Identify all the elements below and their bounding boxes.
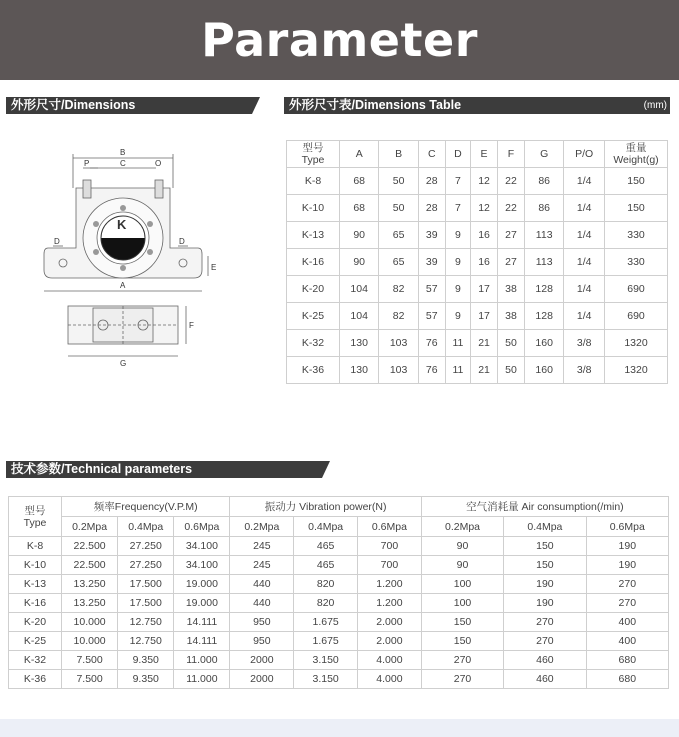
tech-cell: 1.675 — [294, 613, 358, 632]
tech-group-header: 空气消耗量 Air consumption(/min) — [421, 497, 668, 517]
dims-table-heading — [284, 97, 670, 114]
label-g: G — [120, 359, 127, 368]
tech-cell: 10.000 — [62, 613, 118, 632]
tech-cell: 12.750 — [118, 632, 174, 651]
tech-cell: K-10 — [9, 556, 62, 575]
tech-group-header: 振动力 Vibration power(N) — [230, 497, 421, 517]
dims-cell: 86 — [524, 168, 563, 195]
tech-cell: 19.000 — [174, 594, 230, 613]
tech-table-row — [9, 670, 669, 689]
dims-cell: 17 — [471, 276, 498, 303]
tech-cell: 2.000 — [358, 632, 422, 651]
dims-cell: K-8 — [287, 168, 340, 195]
tech-cell: 9.350 — [118, 670, 174, 689]
dims-cell: 7 — [445, 168, 470, 195]
tech-cell: 150 — [504, 537, 586, 556]
dims-cell: 690 — [605, 303, 668, 330]
dimensions-heading-text: 外形尺寸/Dimensions — [11, 98, 136, 112]
tech-cell: 950 — [230, 632, 294, 651]
tech-cell: 700 — [358, 537, 422, 556]
dims-cell: 76 — [418, 357, 445, 384]
tech-cell: 22.500 — [62, 537, 118, 556]
dims-cell: 90 — [340, 249, 379, 276]
tech-cell: 2000 — [230, 651, 294, 670]
dims-cell: 57 — [418, 303, 445, 330]
bottom-strip — [0, 719, 679, 737]
dims-table-row — [287, 249, 668, 276]
tech-cell: 400 — [586, 613, 668, 632]
tech-table-row — [9, 613, 669, 632]
dims-cell: 65 — [379, 249, 418, 276]
dims-cell: 21 — [471, 330, 498, 357]
dims-cell: 150 — [605, 195, 668, 222]
tech-cell: 245 — [230, 556, 294, 575]
tech-cell: 460 — [504, 670, 586, 689]
dims-cell: 113 — [524, 249, 563, 276]
unit-label: (mm) — [643, 100, 667, 111]
tech-subheader-cell: 0.4Mpa — [294, 517, 358, 537]
dims-cell: 7 — [445, 195, 470, 222]
dims-cell: 1/4 — [564, 276, 605, 303]
tech-cell: 440 — [230, 575, 294, 594]
dims-cell: 160 — [524, 330, 563, 357]
dims-cell: 690 — [605, 276, 668, 303]
tech-subheader-cell: 0.6Mpa — [586, 517, 668, 537]
dims-cell: 90 — [340, 222, 379, 249]
dims-cell: 330 — [605, 249, 668, 276]
dims-cell: 11 — [445, 330, 470, 357]
dims-cell: 50 — [498, 330, 525, 357]
tech-cell: 460 — [504, 651, 586, 670]
dims-cell: 86 — [524, 195, 563, 222]
tech-cell: 90 — [421, 537, 503, 556]
tech-table-row — [9, 575, 669, 594]
tech-cell: 22.500 — [62, 556, 118, 575]
tech-cell: 150 — [421, 632, 503, 651]
dims-cell: 22 — [498, 195, 525, 222]
tech-cell: 680 — [586, 670, 668, 689]
label-d-left: D — [54, 237, 60, 246]
dims-cell: 38 — [498, 303, 525, 330]
tech-group-row — [9, 497, 669, 517]
tech-cell: 150 — [504, 556, 586, 575]
dims-cell: 104 — [340, 276, 379, 303]
tech-cell: 465 — [294, 537, 358, 556]
tech-cell: 4.000 — [358, 651, 422, 670]
dimensions-heading — [6, 97, 252, 114]
tech-cell: 27.250 — [118, 537, 174, 556]
dims-cell: 9 — [445, 249, 470, 276]
dims-header-cell: P/O — [564, 141, 605, 168]
dims-cell: 16 — [471, 222, 498, 249]
dims-cell: 39 — [418, 222, 445, 249]
tech-cell: 3.150 — [294, 651, 358, 670]
tech-cell: 2.000 — [358, 613, 422, 632]
label-k: K — [117, 217, 127, 232]
tech-cell: 2000 — [230, 670, 294, 689]
dims-table-row — [287, 168, 668, 195]
technical-parameters-table — [8, 496, 669, 689]
label-c: C — [120, 159, 126, 168]
tech-cell: 1.675 — [294, 632, 358, 651]
tech-cell: 14.111 — [174, 632, 230, 651]
dims-cell: 113 — [524, 222, 563, 249]
dims-cell: 12 — [471, 168, 498, 195]
dims-table-row — [287, 222, 668, 249]
tech-cell: K-20 — [9, 613, 62, 632]
tech-cell: 270 — [586, 575, 668, 594]
dims-cell: 1/4 — [564, 222, 605, 249]
dims-header-cell: D — [445, 141, 470, 168]
dims-cell: 50 — [379, 195, 418, 222]
dims-cell: 57 — [418, 276, 445, 303]
dims-cell: 1/4 — [564, 249, 605, 276]
tech-subheader-cell: 0.2Mpa — [230, 517, 294, 537]
dims-cell: 27 — [498, 249, 525, 276]
tech-cell: K-25 — [9, 632, 62, 651]
tech-cell: 100 — [421, 575, 503, 594]
tech-cell: K-13 — [9, 575, 62, 594]
dims-cell: 150 — [605, 168, 668, 195]
dims-header-cell: 重量 Weight(g) — [605, 141, 668, 168]
tech-cell: 9.350 — [118, 651, 174, 670]
dims-header-row — [287, 141, 668, 168]
dims-cell: 68 — [340, 195, 379, 222]
label-p: P — [84, 159, 90, 168]
label-o: O — [155, 159, 162, 168]
dims-cell: 68 — [340, 168, 379, 195]
dims-cell: 1320 — [605, 357, 668, 384]
tech-cell: 11.000 — [174, 651, 230, 670]
dims-cell: 11 — [445, 357, 470, 384]
tech-cell: 4.000 — [358, 670, 422, 689]
dims-cell: K-10 — [287, 195, 340, 222]
dims-cell: 76 — [418, 330, 445, 357]
tech-cell: 13.250 — [62, 575, 118, 594]
dims-cell: 104 — [340, 303, 379, 330]
tech-cell: 11.000 — [174, 670, 230, 689]
tech-table-row — [9, 594, 669, 613]
tech-cell: 100 — [421, 594, 503, 613]
dims-cell: 128 — [524, 276, 563, 303]
dims-cell: 130 — [340, 357, 379, 384]
tech-cell: 680 — [586, 651, 668, 670]
label-d-right: D — [179, 237, 185, 246]
dims-table-row — [287, 330, 668, 357]
tech-cell: 90 — [421, 556, 503, 575]
tech-cell: 245 — [230, 537, 294, 556]
tech-cell: 14.111 — [174, 613, 230, 632]
dims-cell: 128 — [524, 303, 563, 330]
dims-table-row — [287, 303, 668, 330]
dims-header-cell: E — [471, 141, 498, 168]
dims-cell: 21 — [471, 357, 498, 384]
tech-cell: 440 — [230, 594, 294, 613]
tech-cell: 270 — [586, 594, 668, 613]
dims-cell: 1320 — [605, 330, 668, 357]
dims-cell: K-36 — [287, 357, 340, 384]
tech-cell: 190 — [504, 575, 586, 594]
dims-table-row — [287, 357, 668, 384]
tech-cell: 270 — [504, 632, 586, 651]
dims-cell: 160 — [524, 357, 563, 384]
page-title: Parameter — [201, 13, 478, 67]
dims-cell: 22 — [498, 168, 525, 195]
dims-cell: 16 — [471, 249, 498, 276]
tech-cell: 34.100 — [174, 537, 230, 556]
tech-cell: 820 — [294, 594, 358, 613]
tech-subheader-cell: 0.4Mpa — [504, 517, 586, 537]
tech-cell: K-36 — [9, 670, 62, 689]
tech-cell: K-8 — [9, 537, 62, 556]
dims-cell: 28 — [418, 168, 445, 195]
dims-cell: 17 — [471, 303, 498, 330]
tech-heading-text: 技术参数/Technical parameters — [11, 462, 193, 476]
dims-cell: 38 — [498, 276, 525, 303]
tech-cell: 270 — [504, 613, 586, 632]
dims-cell: K-13 — [287, 222, 340, 249]
dims-cell: K-16 — [287, 249, 340, 276]
tech-cell: 34.100 — [174, 556, 230, 575]
dims-cell: K-20 — [287, 276, 340, 303]
tech-cell: 270 — [421, 651, 503, 670]
tech-subheader-row — [9, 517, 669, 537]
label-e: E — [211, 263, 217, 272]
dims-cell: 27 — [498, 222, 525, 249]
tech-cell: 465 — [294, 556, 358, 575]
tech-group-header: 频率Frequency(V.P.M) — [62, 497, 230, 517]
tech-cell: 1.200 — [358, 575, 422, 594]
dims-cell: 9 — [445, 276, 470, 303]
tech-subheader-cell: 0.6Mpa — [358, 517, 422, 537]
tech-cell: 19.000 — [174, 575, 230, 594]
dims-cell: 50 — [498, 357, 525, 384]
tech-cell: 950 — [230, 613, 294, 632]
label-b: B — [120, 148, 126, 157]
tech-cell: 17.500 — [118, 594, 174, 613]
dims-cell: 82 — [379, 303, 418, 330]
dims-cell: 1/4 — [564, 303, 605, 330]
dimension-drawing — [28, 128, 228, 378]
tech-cell: 27.250 — [118, 556, 174, 575]
dims-cell: 103 — [379, 330, 418, 357]
dims-cell: 28 — [418, 195, 445, 222]
tech-cell: 3.150 — [294, 670, 358, 689]
dims-cell: 3/8 — [564, 330, 605, 357]
tech-model-header: 型号 Type — [9, 497, 62, 537]
tech-subheader-cell: 0.2Mpa — [421, 517, 503, 537]
tech-cell: 7.500 — [62, 651, 118, 670]
tech-cell: 700 — [358, 556, 422, 575]
dims-cell: 3/8 — [564, 357, 605, 384]
dims-table-heading-text: 外形尺寸表/Dimensions Table — [289, 98, 462, 112]
tech-table-row — [9, 556, 669, 575]
tech-cell: 10.000 — [62, 632, 118, 651]
dims-cell: 39 — [418, 249, 445, 276]
tech-cell: 1.200 — [358, 594, 422, 613]
dims-cell: K-32 — [287, 330, 340, 357]
tech-cell: 190 — [586, 537, 668, 556]
tech-cell: 190 — [504, 594, 586, 613]
dims-header-cell: C — [418, 141, 445, 168]
dimensions-table — [286, 140, 668, 384]
tech-cell: 400 — [586, 632, 668, 651]
tech-subheader-cell: 0.4Mpa — [118, 517, 174, 537]
tech-cell: 12.750 — [118, 613, 174, 632]
label-a: A — [120, 281, 126, 290]
dims-cell: 9 — [445, 303, 470, 330]
dims-cell: 12 — [471, 195, 498, 222]
tech-cell: 13.250 — [62, 594, 118, 613]
dims-header-cell: 型号 Type — [287, 141, 340, 168]
tech-cell: 150 — [421, 613, 503, 632]
tech-table-row — [9, 632, 669, 651]
tech-subheader-cell: 0.2Mpa — [62, 517, 118, 537]
dims-cell: 330 — [605, 222, 668, 249]
title-banner — [0, 0, 679, 80]
tech-cell: 270 — [421, 670, 503, 689]
tech-cell: 820 — [294, 575, 358, 594]
tech-cell: K-16 — [9, 594, 62, 613]
tech-table-row — [9, 537, 669, 556]
dims-header-cell: B — [379, 141, 418, 168]
dims-cell: 65 — [379, 222, 418, 249]
dims-cell: 1/4 — [564, 195, 605, 222]
dims-cell: 1/4 — [564, 168, 605, 195]
tech-table-row — [9, 651, 669, 670]
dims-cell: 82 — [379, 276, 418, 303]
tech-cell: K-32 — [9, 651, 62, 670]
dims-cell: K-25 — [287, 303, 340, 330]
label-f: F — [189, 321, 194, 330]
dims-table-row — [287, 195, 668, 222]
tech-cell: 17.500 — [118, 575, 174, 594]
tech-cell: 7.500 — [62, 670, 118, 689]
dims-header-cell: G — [524, 141, 563, 168]
dims-header-cell: A — [340, 141, 379, 168]
dims-cell: 130 — [340, 330, 379, 357]
dims-table-row — [287, 276, 668, 303]
dims-cell: 9 — [445, 222, 470, 249]
dims-cell: 50 — [379, 168, 418, 195]
tech-subheader-cell: 0.6Mpa — [174, 517, 230, 537]
tech-heading — [6, 461, 322, 478]
dims-header-cell: F — [498, 141, 525, 168]
dims-cell: 103 — [379, 357, 418, 384]
tech-cell: 190 — [586, 556, 668, 575]
